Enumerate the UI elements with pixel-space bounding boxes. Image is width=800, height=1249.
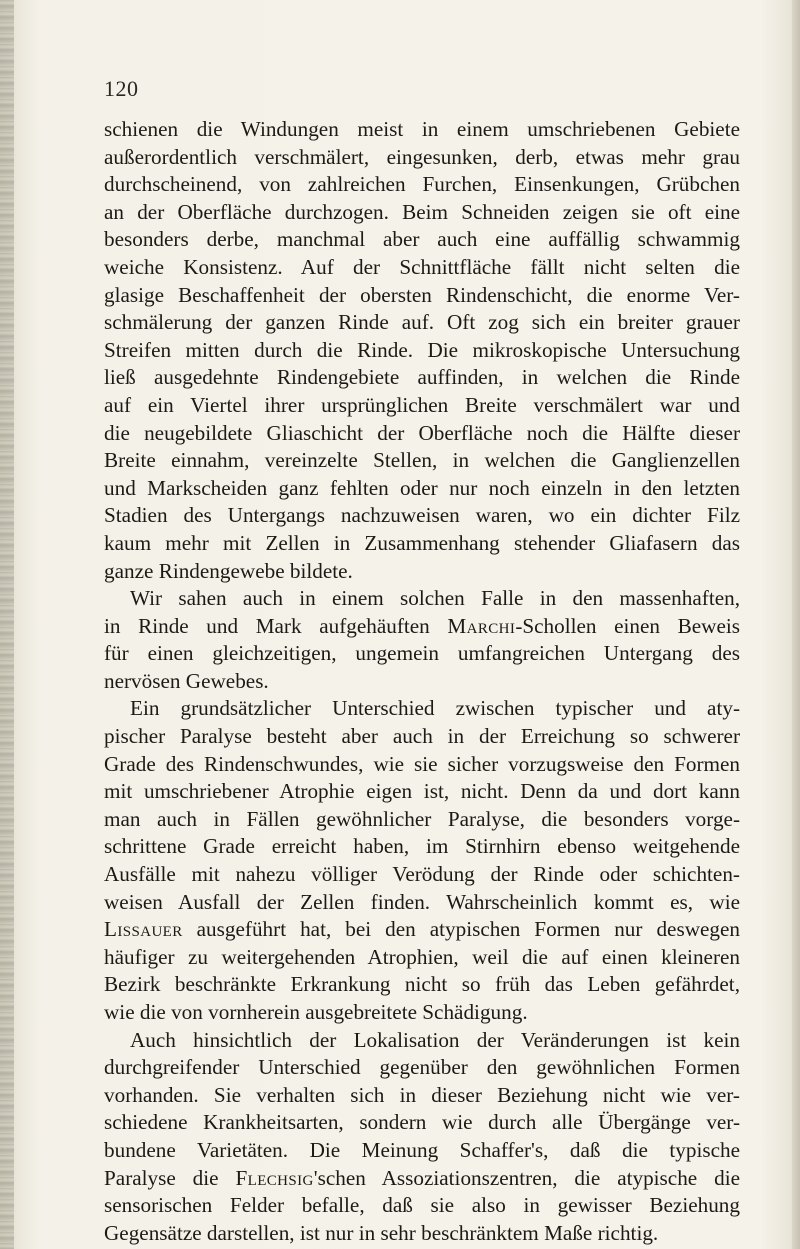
text-segment: ausgeführt hat, bei den atypischen Formen nur deswegen [182,917,740,942]
author-name-small-caps: Marchi [447,613,516,638]
text-line: pischer Paralyse besteht aber auch in der Erreichung so schwerer [104,724,740,749]
text-line: außerordentlich verschmälert, eingesunken, derb, etwas mehr grau [104,144,740,169]
text-line: kaum mehr mit Zellen in Zusammenhang stehender Gliafasern das [104,530,740,555]
page-number: 120 [104,76,139,101]
text-line: glasige Beschaffenheit der obersten Rindenschicht, die enorme Ver- [104,282,740,307]
text-segment: 'schen Assoziationszentren, die atypische die [313,1165,740,1190]
text-line: weiche Konsistenz. Auf der Schnittfläche fällt nicht selten die [104,254,740,279]
page-right-edge [792,0,800,1249]
text-line: schiedene Krankheitsarten, sondern wie durch alle Übergänge ver- [104,1110,740,1135]
text-segment: -Schollen einen Beweis [515,613,740,638]
page-binding-edge [0,0,14,1249]
author-name-small-caps: Lissauer [104,917,183,942]
text-line: weisen Ausfall der Zellen finden. Wahrscheinlich kommt es, wie [104,889,740,914]
text-line: besonders derbe, manchmal aber auch eine auffällig schwammig [104,227,740,252]
text-line: an der Oberfläche durchzogen. Beim Schneiden zeigen sie oft eine [104,199,740,224]
text-line: schmälerung der ganzen Rinde auf. Oft zog sich ein breiter grauer [104,310,740,335]
text-line [104,1165,740,1193]
author-name-small-caps: Flechsig [235,1165,314,1190]
text-segment: Paralyse die [104,1165,236,1190]
text-segment: in Rinde und Mark aufgehäuften [104,613,448,638]
text-line: durchscheinend, von zahlreichen Furchen, Einsenkungen, Grübchen [104,172,740,197]
text-line: Ausfälle mit nahezu völliger Verödung der Rinde oder schichten- [104,862,740,887]
text-line: und Markscheiden ganz fehlten oder nur noch einzeln in den letzten [104,475,740,500]
text-line: für einen gleichzeitigen, ungemein umfangreichen Untergang des [104,641,740,666]
text-line: bundene Varietäten. Die Meinung Schaffer's, daß die typische [104,1137,740,1162]
text-line: Streifen mitten durch die Rinde. Die mikroskopische Untersuchung [104,337,740,362]
text-line: nervösen Gewebes. [104,668,269,693]
text-line: ließ ausgedehnte Rindengebiete auffinden, in welchen die Rinde [104,365,740,390]
body-text [104,116,740,1247]
text-line: häufiger zu weitergehenden Atrophien, weil die auf einen kleineren [104,944,740,969]
text-line: Wir sahen auch in einem solchen Falle in den massenhaften, [130,586,740,611]
text-line: Ein grundsätzlicher Unterschied zwischen typischer und aty- [130,696,740,721]
text-line [104,613,740,641]
text-line: sensorischen Felder befalle, daß sie also in gewisser Beziehung [104,1193,740,1218]
text-line: Bezirk beschränkte Erkrankung nicht so früh das Leben gefährdet, [104,972,740,997]
text-line: die neugebildete Gliaschicht der Oberfläche noch die Hälfte dieser [104,420,740,445]
text-line: Grade des Rindenschwundes, wie sie sicher vorzugsweise den Formen [104,751,740,776]
text-line: auf ein Viertel ihrer ursprünglichen Breite verschmälert war und [104,392,740,417]
text-line: Auch hinsichtlich der Lokalisation der Veränderungen ist kein [130,1027,740,1052]
text-line: mit umschriebener Atrophie eigen ist, nicht. Denn da und dort kann [104,779,740,804]
text-line: man auch in Fällen gewöhnlicher Paralyse, die besonders vorge- [104,806,740,831]
text-line: schienen die Windungen meist in einem umschriebenen Gebiete [104,117,740,141]
text-line: wie die von vornherein ausgebreitete Schädigung. [104,1000,528,1024]
text-line: Stadien des Untergangs nachzuweisen waren, wo ein dichter Filz [104,503,740,528]
text-line: vorhanden. Sie verhalten sich in dieser Beziehung nicht wie ver- [104,1082,740,1107]
text-line: schrittene Grade erreicht haben, im Stirnhirn ebenso weitgehende [104,834,740,859]
text-line [104,916,740,944]
text-line: Gegensätze darstellen, ist nur in sehr beschränktem Maße richtig. [104,1220,659,1245]
text-line: durchgreifender Unterschied gegenüber den gewöhnlichen Formen [104,1055,740,1080]
text-line: ganze Rindengewebe bildete. [104,558,353,583]
text-line: Breite einnahm, vereinzelte Stellen, in welchen die Ganglienzellen [104,448,740,473]
